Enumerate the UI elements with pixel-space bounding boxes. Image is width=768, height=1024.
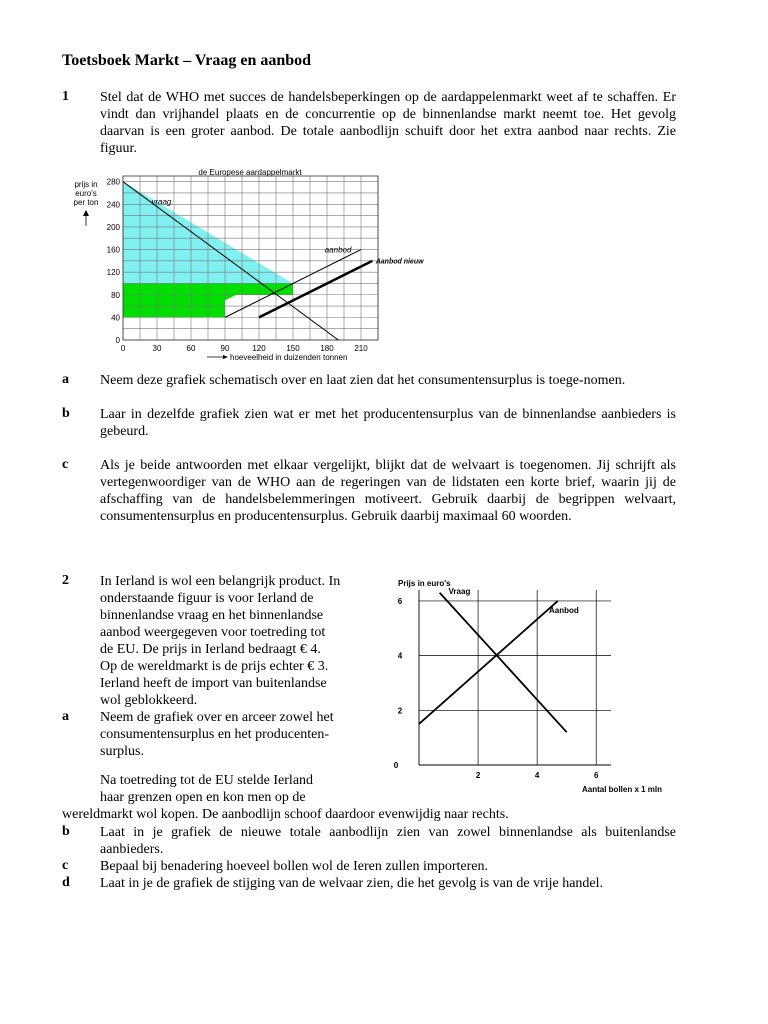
question-2-continuation-last: wereldmarkt wol kopen. De aanbodlijn schoof daardoor evenwijdig naar rechts. — [62, 807, 509, 822]
intro-line: In Ierland is wol een belangrijk product. In — [100, 574, 341, 589]
text-line: surplus. — [100, 744, 144, 759]
question-2b-text: Laat in je grafiek de nieuwe totale aanbodlijn zien van zowel binnenlandse als buitenlandse aanbieders. — [100, 825, 676, 857]
x-tick-label: 2 — [475, 771, 481, 780]
x-tick-label: 4 — [534, 771, 540, 780]
y-axis-label: prijs in euro's per ton — [73, 180, 99, 207]
text-line: Na toetreding tot de EU stelde Ierland — [100, 773, 314, 788]
y-tick-label: 40 — [111, 313, 120, 323]
x-tick-label: 90 — [220, 344, 230, 353]
x-tick-label: 30 — [152, 344, 162, 353]
series-label-aanbod: aanbod — [324, 245, 352, 255]
x-axis-label: hoeveelheid in duizenden tonnen — [230, 353, 348, 362]
potato-market-chart — [60, 162, 460, 372]
y-tick-label: 280 — [106, 177, 120, 187]
series-label-aanbod-nieuw: Aanbod nieuw — [375, 258, 424, 266]
x-tick-label: 210 — [354, 344, 368, 353]
y-tick-label: 6 — [397, 596, 403, 606]
question-1-number: 1 — [62, 89, 69, 104]
y-tick-label: 160 — [106, 245, 120, 255]
text-line: haar grenzen open en kon men op de — [100, 790, 306, 805]
question-1-intro: Stel dat de WHO met succes de handelsbeperkingen op de aardappelenmarkt weet af te schaffen. Er vindt dan vrijhandel plaats en de concurrentie op de binnenlandse markt neemt toe. Het gevolg daarvan is een groter aanbod. De totale aanbodlijn schuift door het extra aanbod naar rechts. Zie figuur. — [100, 90, 676, 156]
y-axis-label: Prijs in euro's — [398, 579, 451, 588]
question-1b-text: Laar in dezelfde grafiek zien wat er met het producentensurplus van de binnenlandse aanbieders is gebeurd. — [100, 407, 676, 439]
question-2-number: 2 — [62, 573, 69, 588]
y-tick-label: 200 — [106, 222, 120, 232]
x-tick-label: 6 — [594, 771, 599, 780]
intro-line: binnenlandse vraag en het binnenlandse — [100, 608, 324, 623]
series-line-0 — [440, 593, 567, 732]
question-2d-label: d — [62, 875, 70, 890]
x-tick-label: 60 — [186, 344, 196, 353]
y-tick-label: 240 — [106, 200, 120, 210]
x-tick-label: 0 — [120, 344, 126, 353]
y-tick-label: 80 — [111, 290, 120, 300]
question-2b-label: b — [62, 824, 70, 839]
question-1c-label: c — [62, 457, 69, 472]
intro-line: aanbod weergegeven voor toetreding tot — [100, 625, 326, 640]
question-2c-label: c — [62, 858, 69, 873]
intro-line: onderstaande figuur is voor Ierland de — [100, 591, 314, 606]
chart-title: de Europese aardappelmarkt — [198, 168, 302, 177]
question-2a-label: a — [62, 709, 69, 724]
question-1a-label: a — [62, 372, 69, 387]
wool-market-chart — [360, 570, 690, 800]
intro-line: de EU. De prijs in Ierland bedraagt € 4. — [100, 642, 321, 657]
y-tick-label: 0 — [115, 336, 120, 345]
y-tick-label: 4 — [397, 651, 403, 661]
question-2d-text: Laat in je de grafiek de stijging van de welvaar zien, die het gevolg is van de vrije handel. — [100, 876, 604, 891]
y-tick-label: 120 — [106, 268, 120, 278]
series-label-vraag: Vraag — [448, 587, 471, 597]
question-2a-text — [100, 709, 365, 760]
y-tick-label: 2 — [397, 706, 403, 716]
question-2-intro — [100, 573, 365, 709]
intro-line: wol geblokkeerd. — [100, 693, 198, 708]
intro-line: Ierland heeft de import van buitenlandse — [100, 676, 327, 691]
question-2c-text: Bepaal bij benadering hoeveel bollen wol de Ieren zullen importeren. — [100, 859, 488, 874]
question-1b-label: b — [62, 406, 70, 421]
text-line: consumentensurplus en het producenten- — [100, 727, 329, 742]
question-1a-text: Neem deze grafiek schematisch over en laat zien dat het consumentensurplus is toege-nomen. — [100, 373, 626, 388]
series-label-vraag: vraag — [151, 197, 172, 207]
x-axis-label: Aantal bollen x 1 mln — [582, 785, 663, 794]
y-axis-arrowhead — [83, 210, 89, 216]
y-tick-label: 0 — [393, 761, 399, 770]
x-tick-label: 120 — [252, 344, 266, 353]
x-axis-arrowhead — [223, 355, 228, 359]
question-1c-text: Als je beide antwoorden met elkaar vergelijkt, blijkt dat de welvaart is toegenomen. Jij schrijft als vertegenwoordiger van de WHO aan de regeringen van de lidstaten een korte brief, waarin jij de afschaffing van de handelsbelemmeringen motiveert. Gebruik daarbij de begrippen welvaart, consumentensurplus en producentensurplus. Gebruik daarbij maximaal 60 woorden. — [100, 458, 676, 524]
page-title: Toetsboek Markt – Vraag en aanbod — [62, 52, 312, 69]
x-tick-label: 150 — [286, 344, 300, 353]
intro-line: Op de wereldmarkt is de prijs echter € 3. — [100, 659, 329, 674]
text-line: Neem de grafiek over en arceer zowel het — [100, 710, 334, 725]
series-label-aanbod: Aanbod — [548, 606, 579, 616]
x-tick-label: 180 — [320, 344, 334, 353]
